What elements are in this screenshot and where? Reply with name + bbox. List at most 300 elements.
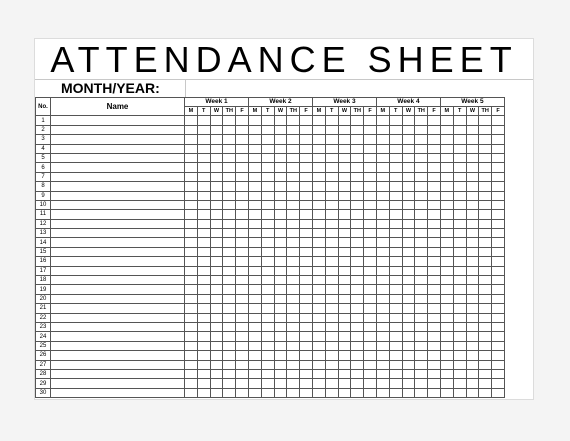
attendance-cell[interactable] [312, 210, 325, 219]
attendance-cell[interactable] [415, 388, 428, 397]
attendance-cell[interactable] [274, 163, 287, 172]
attendance-cell[interactable] [197, 313, 210, 322]
attendance-cell[interactable] [402, 219, 415, 228]
attendance-cell[interactable] [376, 313, 389, 322]
attendance-cell[interactable] [261, 153, 274, 162]
attendance-cell[interactable] [223, 153, 236, 162]
attendance-cell[interactable] [197, 388, 210, 397]
attendance-cell[interactable] [440, 294, 453, 303]
name-cell[interactable] [51, 276, 185, 285]
attendance-cell[interactable] [287, 304, 300, 313]
attendance-cell[interactable] [466, 285, 479, 294]
name-cell[interactable] [51, 294, 185, 303]
attendance-cell[interactable] [210, 210, 223, 219]
attendance-cell[interactable] [274, 238, 287, 247]
attendance-cell[interactable] [210, 388, 223, 397]
attendance-cell[interactable] [428, 163, 441, 172]
attendance-cell[interactable] [300, 369, 313, 378]
attendance-cell[interactable] [248, 257, 261, 266]
attendance-cell[interactable] [300, 351, 313, 360]
attendance-cell[interactable] [300, 144, 313, 153]
attendance-cell[interactable] [325, 219, 338, 228]
attendance-cell[interactable] [428, 153, 441, 162]
attendance-cell[interactable] [389, 332, 402, 341]
attendance-cell[interactable] [389, 379, 402, 388]
attendance-cell[interactable] [287, 238, 300, 247]
attendance-cell[interactable] [428, 276, 441, 285]
attendance-cell[interactable] [364, 229, 377, 238]
attendance-cell[interactable] [479, 200, 492, 209]
attendance-cell[interactable] [312, 332, 325, 341]
attendance-cell[interactable] [415, 153, 428, 162]
attendance-cell[interactable] [197, 219, 210, 228]
attendance-cell[interactable] [440, 276, 453, 285]
attendance-cell[interactable] [236, 322, 249, 331]
attendance-cell[interactable] [248, 285, 261, 294]
attendance-cell[interactable] [261, 285, 274, 294]
attendance-cell[interactable] [261, 247, 274, 256]
attendance-cell[interactable] [351, 313, 364, 322]
attendance-cell[interactable] [453, 369, 466, 378]
attendance-cell[interactable] [453, 266, 466, 275]
attendance-cell[interactable] [274, 116, 287, 125]
attendance-cell[interactable] [236, 210, 249, 219]
attendance-cell[interactable] [415, 200, 428, 209]
attendance-cell[interactable] [236, 182, 249, 191]
attendance-cell[interactable] [479, 257, 492, 266]
attendance-cell[interactable] [453, 172, 466, 181]
attendance-cell[interactable] [440, 341, 453, 350]
attendance-cell[interactable] [479, 210, 492, 219]
attendance-cell[interactable] [364, 153, 377, 162]
attendance-cell[interactable] [440, 304, 453, 313]
attendance-cell[interactable] [338, 257, 351, 266]
attendance-cell[interactable] [389, 191, 402, 200]
name-cell[interactable] [51, 135, 185, 144]
attendance-cell[interactable] [402, 360, 415, 369]
attendance-cell[interactable] [376, 379, 389, 388]
attendance-cell[interactable] [364, 388, 377, 397]
attendance-cell[interactable] [466, 266, 479, 275]
attendance-cell[interactable] [466, 247, 479, 256]
attendance-cell[interactable] [415, 163, 428, 172]
attendance-cell[interactable] [402, 182, 415, 191]
attendance-cell[interactable] [479, 172, 492, 181]
attendance-cell[interactable] [338, 191, 351, 200]
attendance-cell[interactable] [376, 210, 389, 219]
attendance-cell[interactable] [210, 125, 223, 134]
name-cell[interactable] [51, 360, 185, 369]
attendance-cell[interactable] [261, 116, 274, 125]
attendance-cell[interactable] [415, 379, 428, 388]
attendance-cell[interactable] [325, 200, 338, 209]
attendance-cell[interactable] [312, 294, 325, 303]
attendance-cell[interactable] [325, 163, 338, 172]
name-cell[interactable] [51, 369, 185, 378]
attendance-cell[interactable] [325, 144, 338, 153]
attendance-cell[interactable] [248, 332, 261, 341]
attendance-cell[interactable] [236, 153, 249, 162]
attendance-cell[interactable] [197, 322, 210, 331]
attendance-cell[interactable] [453, 257, 466, 266]
attendance-cell[interactable] [351, 341, 364, 350]
attendance-cell[interactable] [389, 266, 402, 275]
attendance-cell[interactable] [312, 153, 325, 162]
attendance-cell[interactable] [325, 313, 338, 322]
attendance-cell[interactable] [300, 341, 313, 350]
attendance-cell[interactable] [274, 276, 287, 285]
name-cell[interactable] [51, 116, 185, 125]
attendance-cell[interactable] [261, 144, 274, 153]
attendance-cell[interactable] [492, 351, 505, 360]
attendance-cell[interactable] [185, 144, 198, 153]
attendance-cell[interactable] [248, 172, 261, 181]
attendance-cell[interactable] [466, 135, 479, 144]
attendance-cell[interactable] [248, 153, 261, 162]
attendance-cell[interactable] [197, 172, 210, 181]
attendance-cell[interactable] [428, 191, 441, 200]
attendance-cell[interactable] [466, 200, 479, 209]
attendance-cell[interactable] [453, 360, 466, 369]
attendance-cell[interactable] [338, 341, 351, 350]
attendance-cell[interactable] [312, 172, 325, 181]
attendance-cell[interactable] [210, 285, 223, 294]
attendance-cell[interactable] [248, 144, 261, 153]
attendance-cell[interactable] [376, 172, 389, 181]
attendance-cell[interactable] [364, 341, 377, 350]
attendance-cell[interactable] [287, 313, 300, 322]
attendance-cell[interactable] [479, 276, 492, 285]
attendance-cell[interactable] [415, 257, 428, 266]
attendance-cell[interactable] [428, 322, 441, 331]
attendance-cell[interactable] [325, 257, 338, 266]
attendance-cell[interactable] [325, 379, 338, 388]
attendance-cell[interactable] [248, 210, 261, 219]
attendance-cell[interactable] [453, 388, 466, 397]
attendance-cell[interactable] [300, 153, 313, 162]
attendance-cell[interactable] [300, 182, 313, 191]
attendance-cell[interactable] [338, 276, 351, 285]
attendance-cell[interactable] [210, 182, 223, 191]
attendance-cell[interactable] [274, 294, 287, 303]
attendance-cell[interactable] [338, 388, 351, 397]
attendance-cell[interactable] [197, 332, 210, 341]
attendance-cell[interactable] [197, 294, 210, 303]
attendance-cell[interactable] [300, 388, 313, 397]
attendance-cell[interactable] [210, 144, 223, 153]
attendance-cell[interactable] [364, 144, 377, 153]
attendance-cell[interactable] [210, 294, 223, 303]
attendance-cell[interactable] [428, 379, 441, 388]
attendance-cell[interactable] [440, 229, 453, 238]
attendance-cell[interactable] [312, 163, 325, 172]
attendance-cell[interactable] [492, 369, 505, 378]
attendance-cell[interactable] [287, 285, 300, 294]
attendance-cell[interactable] [274, 351, 287, 360]
attendance-cell[interactable] [248, 294, 261, 303]
attendance-cell[interactable] [197, 285, 210, 294]
attendance-cell[interactable] [185, 135, 198, 144]
attendance-cell[interactable] [440, 144, 453, 153]
attendance-cell[interactable] [236, 294, 249, 303]
attendance-cell[interactable] [389, 144, 402, 153]
attendance-cell[interactable] [223, 135, 236, 144]
attendance-cell[interactable] [492, 332, 505, 341]
name-cell[interactable] [51, 163, 185, 172]
attendance-cell[interactable] [338, 144, 351, 153]
attendance-cell[interactable] [223, 332, 236, 341]
attendance-cell[interactable] [453, 379, 466, 388]
attendance-cell[interactable] [185, 257, 198, 266]
name-cell[interactable] [51, 388, 185, 397]
attendance-cell[interactable] [197, 153, 210, 162]
attendance-cell[interactable] [274, 322, 287, 331]
attendance-cell[interactable] [364, 210, 377, 219]
attendance-cell[interactable] [287, 182, 300, 191]
attendance-cell[interactable] [338, 351, 351, 360]
attendance-cell[interactable] [376, 229, 389, 238]
attendance-cell[interactable] [466, 369, 479, 378]
attendance-cell[interactable] [223, 182, 236, 191]
attendance-cell[interactable] [351, 182, 364, 191]
attendance-cell[interactable] [185, 294, 198, 303]
attendance-cell[interactable] [440, 200, 453, 209]
attendance-cell[interactable] [261, 210, 274, 219]
attendance-cell[interactable] [274, 257, 287, 266]
attendance-cell[interactable] [248, 322, 261, 331]
attendance-cell[interactable] [287, 125, 300, 134]
attendance-cell[interactable] [466, 360, 479, 369]
attendance-cell[interactable] [197, 276, 210, 285]
attendance-cell[interactable] [453, 210, 466, 219]
attendance-cell[interactable] [312, 182, 325, 191]
attendance-cell[interactable] [210, 172, 223, 181]
attendance-cell[interactable] [274, 144, 287, 153]
attendance-cell[interactable] [466, 163, 479, 172]
attendance-cell[interactable] [197, 116, 210, 125]
attendance-cell[interactable] [376, 369, 389, 378]
attendance-cell[interactable] [402, 200, 415, 209]
attendance-cell[interactable] [428, 238, 441, 247]
attendance-cell[interactable] [351, 229, 364, 238]
attendance-cell[interactable] [415, 304, 428, 313]
attendance-cell[interactable] [223, 313, 236, 322]
attendance-cell[interactable] [261, 304, 274, 313]
attendance-cell[interactable] [223, 285, 236, 294]
attendance-cell[interactable] [236, 304, 249, 313]
attendance-cell[interactable] [248, 313, 261, 322]
attendance-cell[interactable] [440, 135, 453, 144]
attendance-cell[interactable] [338, 238, 351, 247]
attendance-cell[interactable] [338, 322, 351, 331]
attendance-cell[interactable] [248, 219, 261, 228]
attendance-cell[interactable] [261, 313, 274, 322]
attendance-cell[interactable] [428, 219, 441, 228]
attendance-cell[interactable] [223, 229, 236, 238]
attendance-cell[interactable] [185, 266, 198, 275]
attendance-cell[interactable] [236, 360, 249, 369]
attendance-cell[interactable] [312, 379, 325, 388]
attendance-cell[interactable] [338, 172, 351, 181]
attendance-cell[interactable] [248, 125, 261, 134]
attendance-cell[interactable] [453, 247, 466, 256]
attendance-cell[interactable] [479, 191, 492, 200]
attendance-cell[interactable] [312, 360, 325, 369]
attendance-cell[interactable] [312, 219, 325, 228]
attendance-cell[interactable] [261, 125, 274, 134]
attendance-cell[interactable] [453, 144, 466, 153]
attendance-cell[interactable] [248, 388, 261, 397]
attendance-cell[interactable] [453, 322, 466, 331]
attendance-cell[interactable] [223, 276, 236, 285]
attendance-cell[interactable] [197, 163, 210, 172]
attendance-cell[interactable] [415, 332, 428, 341]
attendance-cell[interactable] [440, 247, 453, 256]
attendance-cell[interactable] [376, 388, 389, 397]
attendance-cell[interactable] [415, 369, 428, 378]
attendance-cell[interactable] [210, 116, 223, 125]
attendance-cell[interactable] [287, 144, 300, 153]
attendance-cell[interactable] [312, 135, 325, 144]
attendance-cell[interactable] [415, 360, 428, 369]
attendance-cell[interactable] [453, 332, 466, 341]
attendance-cell[interactable] [236, 369, 249, 378]
attendance-cell[interactable] [210, 191, 223, 200]
attendance-cell[interactable] [197, 247, 210, 256]
attendance-cell[interactable] [185, 313, 198, 322]
attendance-cell[interactable] [248, 182, 261, 191]
attendance-cell[interactable] [197, 144, 210, 153]
attendance-cell[interactable] [338, 210, 351, 219]
attendance-cell[interactable] [364, 163, 377, 172]
attendance-cell[interactable] [479, 341, 492, 350]
attendance-cell[interactable] [185, 379, 198, 388]
attendance-cell[interactable] [338, 332, 351, 341]
attendance-cell[interactable] [300, 304, 313, 313]
attendance-cell[interactable] [325, 388, 338, 397]
attendance-cell[interactable] [287, 388, 300, 397]
attendance-cell[interactable] [492, 379, 505, 388]
attendance-cell[interactable] [492, 163, 505, 172]
attendance-cell[interactable] [300, 163, 313, 172]
attendance-cell[interactable] [312, 257, 325, 266]
attendance-cell[interactable] [185, 238, 198, 247]
attendance-cell[interactable] [312, 388, 325, 397]
attendance-cell[interactable] [338, 379, 351, 388]
attendance-cell[interactable] [389, 313, 402, 322]
attendance-cell[interactable] [415, 229, 428, 238]
attendance-cell[interactable] [453, 294, 466, 303]
attendance-cell[interactable] [261, 388, 274, 397]
attendance-cell[interactable] [223, 294, 236, 303]
attendance-cell[interactable] [351, 200, 364, 209]
attendance-cell[interactable] [351, 360, 364, 369]
attendance-cell[interactable] [223, 351, 236, 360]
attendance-cell[interactable] [389, 116, 402, 125]
attendance-cell[interactable] [185, 153, 198, 162]
attendance-cell[interactable] [428, 388, 441, 397]
attendance-cell[interactable] [236, 200, 249, 209]
attendance-cell[interactable] [325, 341, 338, 350]
attendance-cell[interactable] [428, 266, 441, 275]
attendance-cell[interactable] [274, 369, 287, 378]
attendance-cell[interactable] [453, 219, 466, 228]
attendance-cell[interactable] [376, 144, 389, 153]
attendance-cell[interactable] [338, 219, 351, 228]
attendance-cell[interactable] [351, 153, 364, 162]
attendance-cell[interactable] [351, 219, 364, 228]
attendance-cell[interactable] [402, 388, 415, 397]
attendance-cell[interactable] [312, 351, 325, 360]
attendance-cell[interactable] [351, 135, 364, 144]
attendance-cell[interactable] [287, 200, 300, 209]
attendance-cell[interactable] [440, 116, 453, 125]
attendance-cell[interactable] [376, 125, 389, 134]
attendance-cell[interactable] [402, 276, 415, 285]
attendance-cell[interactable] [223, 369, 236, 378]
attendance-cell[interactable] [376, 360, 389, 369]
attendance-cell[interactable] [364, 313, 377, 322]
attendance-cell[interactable] [492, 238, 505, 247]
attendance-cell[interactable] [351, 247, 364, 256]
attendance-cell[interactable] [428, 210, 441, 219]
attendance-cell[interactable] [287, 116, 300, 125]
attendance-cell[interactable] [287, 172, 300, 181]
attendance-cell[interactable] [402, 285, 415, 294]
attendance-cell[interactable] [428, 135, 441, 144]
attendance-cell[interactable] [185, 341, 198, 350]
attendance-cell[interactable] [440, 313, 453, 322]
name-cell[interactable] [51, 172, 185, 181]
attendance-cell[interactable] [248, 341, 261, 350]
attendance-cell[interactable] [312, 313, 325, 322]
attendance-cell[interactable] [325, 116, 338, 125]
attendance-cell[interactable] [440, 266, 453, 275]
attendance-cell[interactable] [389, 153, 402, 162]
attendance-cell[interactable] [210, 369, 223, 378]
name-cell[interactable] [51, 341, 185, 350]
attendance-cell[interactable] [466, 116, 479, 125]
attendance-cell[interactable] [248, 379, 261, 388]
attendance-cell[interactable] [428, 360, 441, 369]
attendance-cell[interactable] [466, 238, 479, 247]
attendance-cell[interactable] [274, 379, 287, 388]
attendance-cell[interactable] [440, 285, 453, 294]
attendance-cell[interactable] [376, 351, 389, 360]
attendance-cell[interactable] [466, 229, 479, 238]
attendance-cell[interactable] [185, 116, 198, 125]
attendance-cell[interactable] [479, 125, 492, 134]
attendance-cell[interactable] [223, 341, 236, 350]
attendance-cell[interactable] [351, 191, 364, 200]
attendance-cell[interactable] [287, 360, 300, 369]
attendance-cell[interactable] [197, 351, 210, 360]
attendance-cell[interactable] [325, 153, 338, 162]
attendance-cell[interactable] [185, 182, 198, 191]
attendance-cell[interactable] [300, 322, 313, 331]
attendance-cell[interactable] [415, 125, 428, 134]
attendance-cell[interactable] [389, 351, 402, 360]
attendance-cell[interactable] [223, 172, 236, 181]
attendance-cell[interactable] [325, 135, 338, 144]
attendance-cell[interactable] [223, 360, 236, 369]
attendance-cell[interactable] [236, 163, 249, 172]
attendance-cell[interactable] [364, 304, 377, 313]
attendance-cell[interactable] [236, 341, 249, 350]
attendance-cell[interactable] [325, 351, 338, 360]
attendance-cell[interactable] [389, 341, 402, 350]
attendance-cell[interactable] [376, 182, 389, 191]
